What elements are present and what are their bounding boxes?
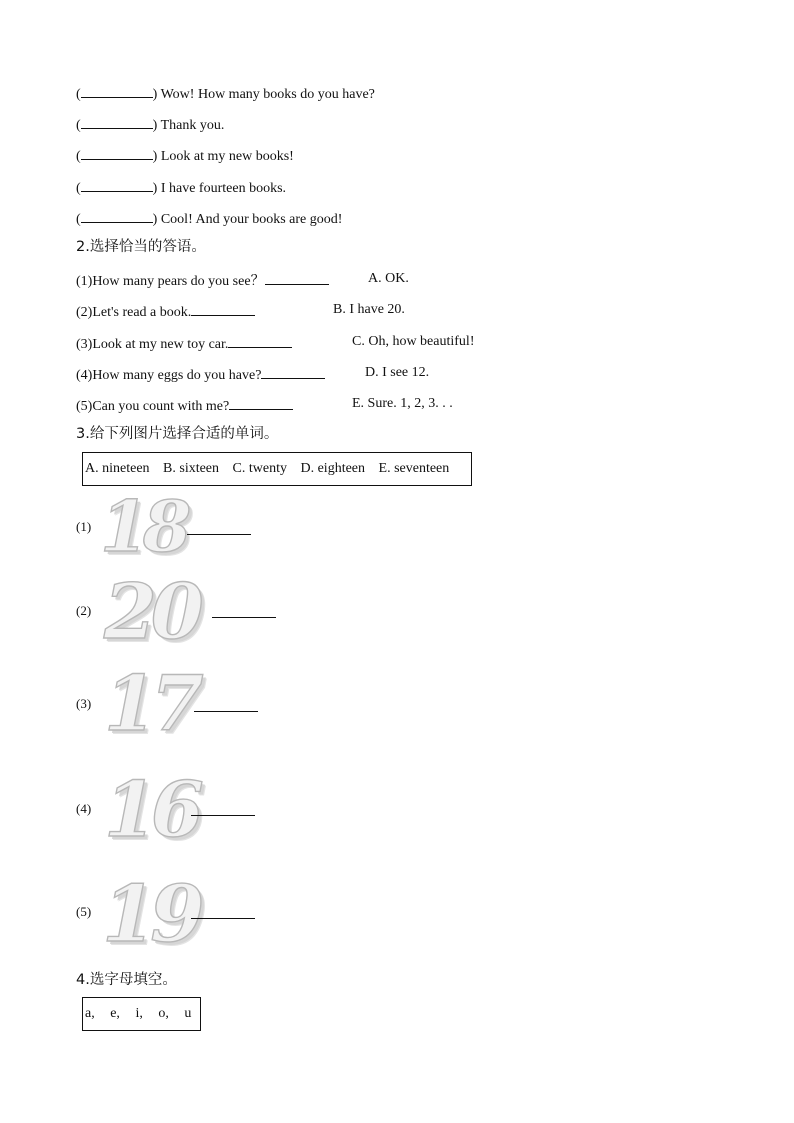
- answer-blank[interactable]: [261, 364, 325, 379]
- word-bank-box: [82, 452, 472, 486]
- answer-option-e: E. Sure. 1, 2, 3. . .: [352, 396, 453, 411]
- question-3: (3)Look at my new toy car.: [76, 333, 292, 354]
- answer-blank[interactable]: [229, 395, 293, 410]
- section2-heading: 2.选择恰当的答语。: [76, 239, 206, 255]
- dialogue-line-4: ( ) I have fourteen books.: [76, 177, 286, 198]
- question-5: (5)Can you count with me?: [76, 395, 293, 416]
- dialogue-text: Wow! How many books do you have?: [160, 87, 375, 102]
- dialogue-text: I have fourteen books.: [160, 181, 287, 196]
- letter-bank-box: [82, 997, 201, 1031]
- item-label-1: (1): [76, 519, 92, 534]
- dialogue-line-2: ( ) Thank you.: [76, 114, 224, 135]
- answer-option-c: C. Oh, how beautiful!: [352, 334, 475, 349]
- dialogue-line-1: ( ) Wow! How many books do you have?: [76, 83, 375, 104]
- letter-e: e,: [110, 1006, 120, 1021]
- word-option-e: E. seventeen: [378, 461, 450, 476]
- answer-blank[interactable]: [228, 333, 292, 348]
- answer-blank[interactable]: [81, 177, 153, 192]
- letter-a: a,: [85, 1006, 95, 1021]
- number-20-image: 20: [104, 567, 198, 656]
- answer-line-1[interactable]: [187, 534, 251, 535]
- answer-option-a: A. OK.: [368, 271, 409, 286]
- dialogue-line-5: ( ) Cool! And your books are good!: [76, 208, 342, 229]
- answer-option-d: D. I see 12.: [365, 365, 430, 380]
- letter-i: i,: [135, 1006, 143, 1021]
- question-4: (4)How many eggs do you have?: [76, 364, 325, 385]
- item-label-5: (5): [76, 904, 92, 919]
- dialogue-text: Cool! And your books are good!: [160, 212, 343, 227]
- section4-heading: 4.选字母填空。: [76, 972, 177, 988]
- question-1: (1)How many pears do you see？: [76, 270, 329, 291]
- dialogue-text: Thank you.: [160, 118, 225, 133]
- answer-line-5[interactable]: [191, 918, 255, 919]
- item-label-2: (2): [76, 603, 92, 618]
- item-label-3: (3): [76, 696, 92, 711]
- letter-u: u: [184, 1006, 192, 1021]
- answer-blank[interactable]: [191, 301, 255, 316]
- number-17-image: 17: [104, 659, 198, 748]
- answer-blank[interactable]: [81, 208, 153, 223]
- word-option-a: A. nineteen: [85, 461, 150, 476]
- word-option-d: D. eighteen: [300, 461, 366, 476]
- answer-line-2[interactable]: [212, 617, 276, 618]
- answer-line-4[interactable]: [191, 815, 255, 816]
- question-2: (2)Let's read a book.: [76, 301, 255, 322]
- answer-option-b: B. I have 20.: [333, 302, 405, 317]
- section3-heading: 3.给下列图片选择合适的单词。: [76, 426, 279, 442]
- number-18-image: 18: [100, 485, 186, 568]
- dialogue-text: Look at my new books!: [160, 149, 294, 164]
- answer-blank[interactable]: [265, 270, 329, 285]
- number-19-image: 19: [102, 869, 199, 960]
- answer-blank[interactable]: [81, 114, 153, 129]
- answer-blank[interactable]: [81, 83, 153, 98]
- item-label-4: (4): [76, 801, 92, 816]
- dialogue-line-3: ( ) Look at my new books!: [76, 145, 294, 166]
- word-option-b: B. sixteen: [163, 461, 220, 476]
- answer-blank[interactable]: [81, 145, 153, 160]
- number-16-image: 16: [104, 765, 198, 854]
- word-option-c: C. twenty: [232, 461, 287, 476]
- letter-o: o,: [158, 1006, 169, 1021]
- answer-line-3[interactable]: [194, 711, 258, 712]
